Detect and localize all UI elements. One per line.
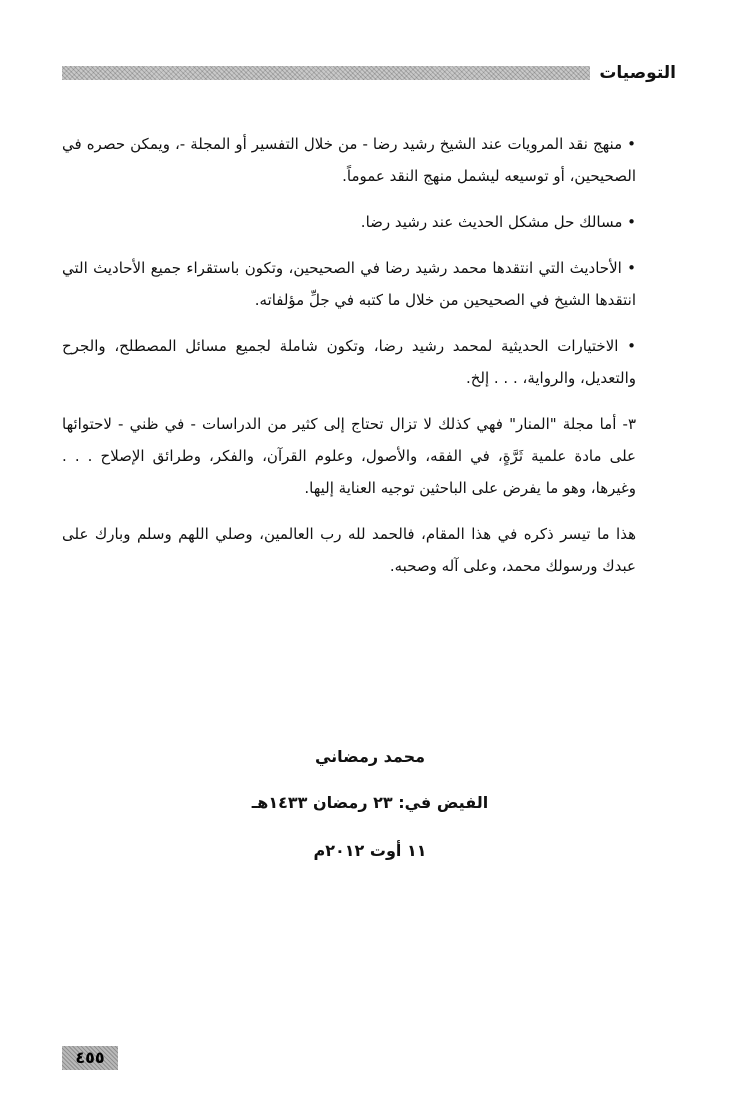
body-text: [62, 128, 636, 596]
recommendation-paragraph: ٣- أما مجلة "المنار" فهي كذلك لا تزال تحتاج إلى كثير من الدراسات - في ظني - لاحتوائها على مادة علمية ثَرَّةٍ، في الفقه، والأصول، وعلوم القرآن، والفكر، وطرائق الإصلاح . . . وغيرها، وهو ما يفرض على الباحثين توجيه العناية إليها.: [62, 415, 636, 497]
header-title: التوصيات: [599, 63, 676, 83]
recommendation-paragraph: • منهج نقد المرويات عند الشيخ رشيد رضا - من خلال التفسير أو المجلة -، ويمكن حصره في الصحيحين، أو توسيعه ليشمل منهج النقد عموماً.: [62, 135, 636, 185]
header-decorative-band: [62, 66, 590, 80]
author-name: محمد رمضاني: [314, 747, 426, 766]
recommendation-paragraph: • مسالك حل مشكل الحديث عند رشيد رضا.: [360, 213, 636, 231]
recommendation-paragraph: • الاختيارات الحديثية لمحمد رشيد رضا، وتكون شاملة لجميع مسائل المصطلح، والجرح والتعديل، والرواية، . . . إلخ.: [62, 337, 636, 387]
hijri-date: الفيض في: ٢٣ رمضان ١٤٣٣هـ: [251, 793, 489, 812]
gregorian-date: ١١ أوت ٢٠١٢م: [313, 841, 427, 860]
running-header: [62, 60, 676, 88]
recommendation-paragraph: • الأحاديث التي انتقدها محمد رشيد رضا في الصحيحين، وتكون باستقراء جميع الأحاديث التي انتقدها الشيخ في الصحيحين من خلال ما كتبه في جلِّ مؤلفاته.: [62, 259, 636, 309]
closing-paragraph: هذا ما تيسر ذكره في هذا المقام، فالحمد لله رب العالمين، وصلي اللهم وسلم وبارك على عبدك ورسولك محمد، وعلى آله وصحبه.: [62, 525, 636, 575]
page-number: ٤٥٥: [62, 1046, 118, 1070]
